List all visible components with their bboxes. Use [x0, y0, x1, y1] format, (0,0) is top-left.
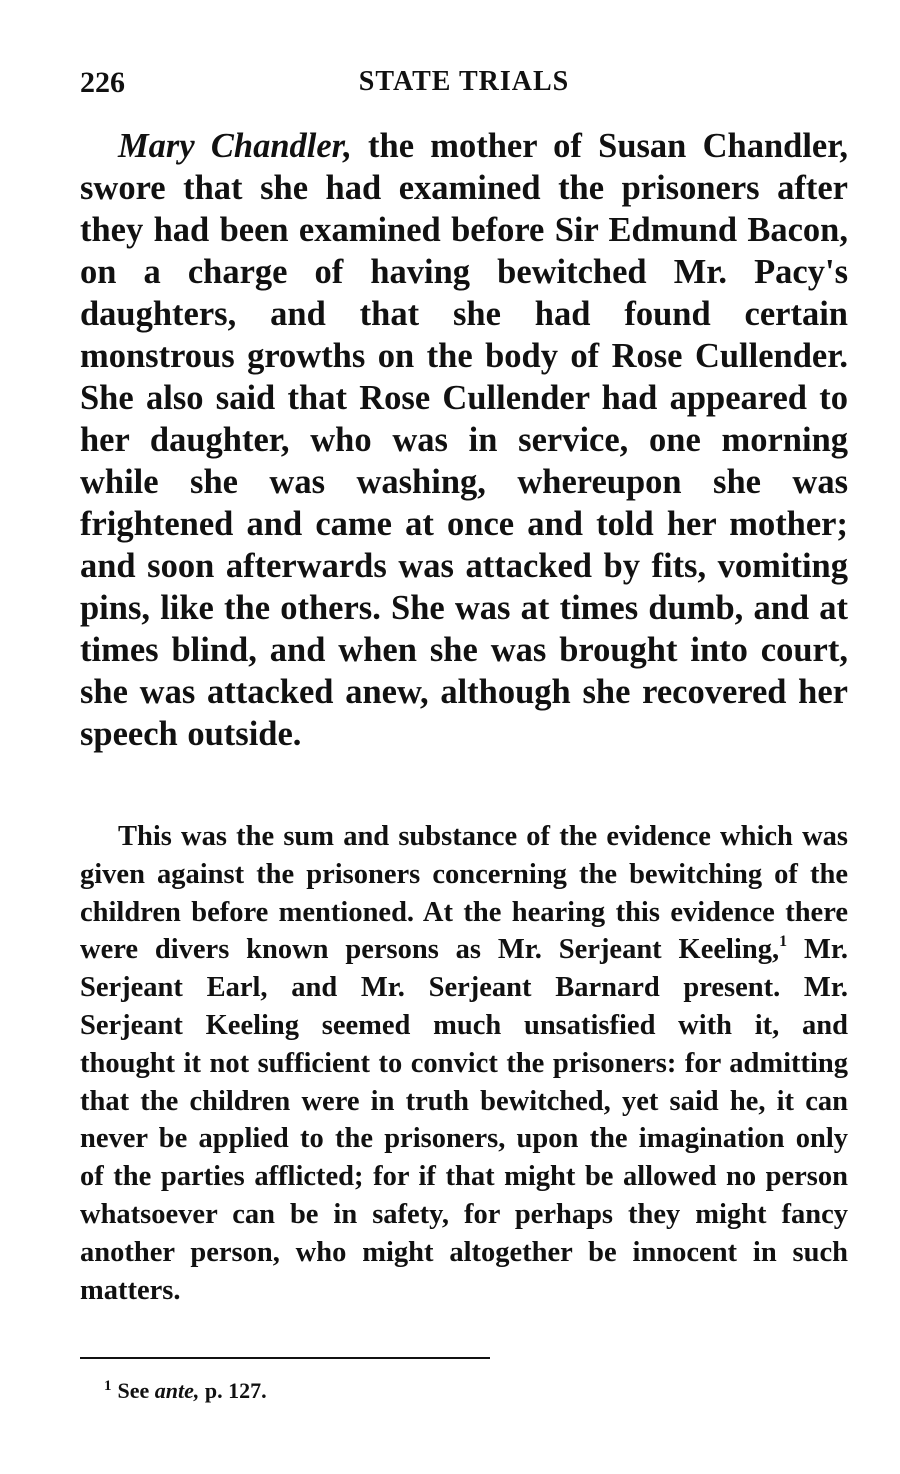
- paragraph-2: [80, 818, 848, 1309]
- paragraph-1-text: the mother of Susan Chandler, swore that she had examined the prisoners after they had been examined before Sir Edmund Bacon, on a charge of having bewitched Mr. Pacy's daughters, and that she had found certain monstrous growths on the body of Rose Cullender. She also said that Rose Cullender had appeared to her daughter, who was in service, one morning while she was washing, whereupon she was frightened and came at once and told her mother; and soon afterwards was attacked by fits, vomiting pins, like the others. She was at times dumb, and at times blind, and when she was brought into court, she was attacked anew, although she recovered her speech outside.: [80, 127, 848, 753]
- footnote-divider: [80, 1357, 490, 1359]
- footnote-suffix: p. 127.: [199, 1378, 267, 1403]
- page-number: 226: [80, 66, 125, 99]
- paragraph-1: [80, 125, 848, 755]
- paragraph-2-text-b: Mr. Serjeant Earl, and Mr. Serjeant Barnard present. Mr. Serjeant Keeling seemed much unsatisfied with it, and thought it not sufficient to convict the prisoners: for admitting that the children were in truth bewitched, yet said he, it can never be applied to the prisoners, upon the imagination only of the parties afflicted; for if that might be allowed no person whatsoever can be in safety, for perhaps they might fancy another person, who might altogether be innocent in such matters.: [80, 934, 848, 1306]
- footnote-number: 1: [104, 1378, 112, 1394]
- page-header: [80, 66, 848, 106]
- footnote-marker: 1: [779, 933, 788, 951]
- paragraph-2-text-a: This was the sum and substance of the evidence which was given against the prisoners concerning the bewitching of the children before mentioned. At the hearing this evidence there were divers known persons as Mr. Serjeant Keeling,: [80, 821, 848, 966]
- footnote-italic: ante,: [154, 1378, 200, 1403]
- footnote-prefix: See: [117, 1378, 155, 1403]
- witness-name: Mary Chandler,: [118, 127, 352, 165]
- running-title: STATE TRIALS: [358, 66, 570, 97]
- footnote: [104, 1378, 267, 1404]
